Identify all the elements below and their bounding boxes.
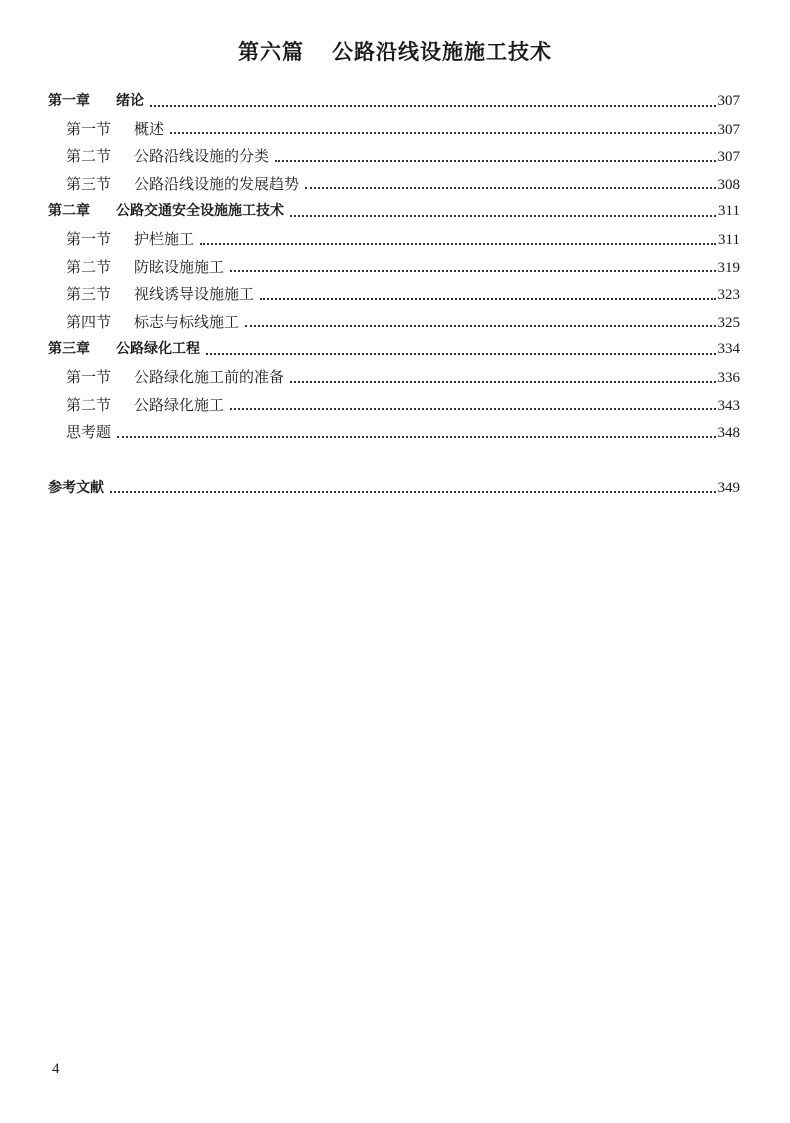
dot-leader: [290, 215, 716, 217]
toc-chapter-1[interactable]: [48, 88, 740, 116]
toc-section-1-2[interactable]: [48, 143, 740, 171]
toc-page: 349: [717, 479, 740, 496]
toc-section-1-1[interactable]: [48, 116, 740, 144]
toc-number: 第二节: [66, 395, 112, 414]
dot-leader: [290, 381, 715, 383]
toc-questions[interactable]: [48, 419, 740, 447]
toc-number: 第三节: [66, 285, 112, 304]
toc-title: 视线诱导设施施工: [134, 285, 255, 304]
toc-page: 311: [718, 231, 740, 248]
toc-title: 护栏施工: [134, 229, 195, 248]
toc-page: 308: [717, 176, 740, 193]
toc-chapter-2[interactable]: [48, 198, 740, 226]
dot-leader: [230, 270, 715, 272]
toc-title: 参考文献: [48, 479, 104, 496]
toc-page: 307: [717, 149, 740, 166]
toc-page: 307: [717, 93, 740, 109]
toc-number: 第二节: [66, 257, 112, 276]
toc-page: 323: [717, 287, 740, 304]
dot-leader: [200, 243, 716, 245]
toc-number: 第一节: [66, 229, 112, 248]
toc-section-3-2[interactable]: [48, 392, 740, 420]
toc-title: 绪论: [116, 93, 144, 109]
toc-page: 348: [717, 425, 740, 442]
toc-section-2-3[interactable]: [48, 281, 740, 309]
toc-title: 公路绿化施工前的准备: [134, 367, 285, 386]
toc-number: 第三节: [66, 174, 112, 193]
toc-section-2-4[interactable]: [48, 309, 740, 337]
toc-number: 第二章: [48, 203, 90, 220]
toc-page: 336: [717, 369, 740, 386]
dot-leader: [206, 353, 716, 355]
toc-title: 思考题: [66, 423, 112, 442]
table-of-contents: [48, 88, 740, 502]
toc-title: 防眩设施施工: [134, 257, 225, 276]
part-heading: 公路沿线设施施工技术: [332, 39, 552, 64]
dot-leader: [305, 187, 715, 189]
toc-page: 307: [717, 121, 740, 138]
toc-section-1-3[interactable]: [48, 171, 740, 199]
part-title: [0, 36, 790, 66]
toc-number: 第三章: [48, 341, 90, 358]
toc-title: 标志与标线施工: [134, 312, 240, 331]
dot-leader: [110, 491, 716, 493]
toc-title: 公路沿线设施的分类: [134, 147, 270, 166]
toc-references[interactable]: [48, 475, 740, 503]
toc-number: 第四节: [66, 312, 112, 331]
toc-title: 公路绿化施工: [134, 395, 225, 414]
toc-page: 325: [717, 314, 740, 331]
page-number: 4: [52, 1061, 60, 1077]
toc-page: 334: [717, 341, 740, 358]
toc-number: 第二节: [66, 147, 112, 166]
dot-leader: [150, 105, 716, 107]
toc-spacer: [48, 447, 740, 475]
toc-section-2-1[interactable]: [48, 226, 740, 254]
toc-section-2-2[interactable]: [48, 254, 740, 282]
dot-leader: [230, 408, 715, 410]
toc-section-3-1[interactable]: [48, 364, 740, 392]
toc-number: 第一章: [48, 93, 90, 109]
toc-title: 公路交通安全设施施工技术: [116, 203, 284, 220]
toc-page: 319: [717, 259, 740, 276]
toc-page: 343: [717, 397, 740, 414]
dot-leader: [275, 160, 715, 162]
dot-leader: [170, 132, 715, 134]
toc-number: 第一节: [66, 367, 112, 386]
dot-leader: [117, 436, 715, 438]
dot-leader: [245, 325, 715, 327]
toc-number: 第一节: [66, 119, 112, 138]
dot-leader: [260, 298, 715, 300]
toc-title: 概述: [134, 119, 165, 138]
toc-title: 公路绿化工程: [116, 341, 200, 358]
toc-page: 311: [718, 203, 740, 220]
part-label: 第六篇: [238, 39, 304, 64]
toc-title: 公路沿线设施的发展趋势: [134, 174, 300, 193]
toc-chapter-3[interactable]: [48, 336, 740, 364]
